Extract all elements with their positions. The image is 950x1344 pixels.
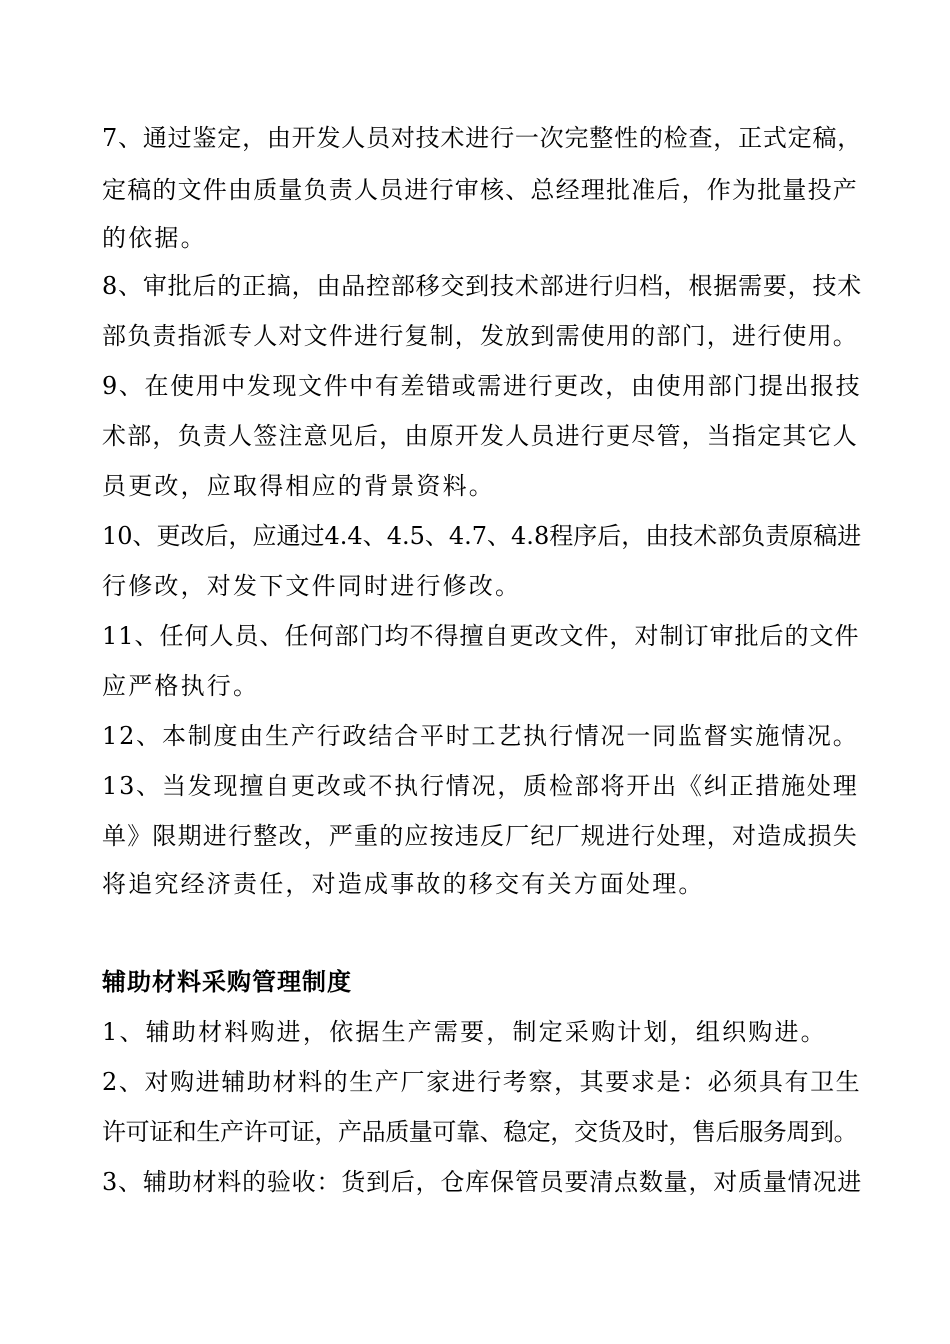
paragraph-13-line-2: 单》限期进行整改，严重的应按违反厂纪厂规进行处理，对造成损失 bbox=[102, 822, 858, 850]
paragraph-7-line-1: 7、通过鉴定，由开发人员对技术进行一次完整性的检查，正式定稿， bbox=[102, 124, 863, 152]
paragraph-7-line-3: 的依据。 bbox=[102, 224, 207, 252]
paragraph-8-line-1: 8、审批后的正搞，由品控部移交到技术部进行归档，根据需要，技术 bbox=[102, 272, 863, 300]
paragraph-10-line-2: 行修改，对发下文件同时进行修改。 bbox=[102, 572, 522, 600]
paragraph-8-line-2: 部负责指派专人对文件进行复制，发放到需使用的部门，进行使用。 bbox=[102, 322, 858, 350]
paragraph-13-line-3: 将追究经济责任，对造成事故的移交有关方面处理。 bbox=[102, 870, 705, 898]
paragraph-9-line-3: 员更改，应取得相应的背景资料。 bbox=[102, 472, 495, 500]
paragraph-11-line-2: 应严格执行。 bbox=[102, 672, 260, 700]
paragraph-10-line-1: 10、更改后，应通过4.4、4.5、4.7、4.8程序后，由技术部负责原稿进 bbox=[102, 522, 862, 550]
paragraph-9-line-1: 9、在使用中发现文件中有差错或需进行更改，由使用部门提出报技 bbox=[102, 372, 862, 400]
paragraph-9-line-2: 术部，负责人签注意见后，由原开发人员进行更尽管，当指定其它人 bbox=[102, 422, 858, 450]
paragraph-12-line-1: 12、本制度由生产行政结合平时工艺执行情况一同监督实施情况。 bbox=[102, 722, 859, 750]
paragraph-11-line-1: 11、任何人员、任何部门均不得擅自更改文件，对制订审批后的文件 bbox=[102, 622, 860, 650]
section-paragraph-3-line-1: 3、辅助材料的验收：货到后，仓库保管员要清点数量，对质量情况进 bbox=[102, 1168, 863, 1196]
section-title: 辅助材料采购管理制度 bbox=[102, 967, 352, 996]
section-paragraph-2-line-2: 许可证和生产许可证，产品质量可靠、稳定，交货及时，售后服务周到。 bbox=[102, 1118, 858, 1146]
section-paragraph-1-line-1: 1、辅助材料购进，依据生产需要，制定采购计划，组织购进。 bbox=[102, 1018, 827, 1046]
section-paragraph-2-line-1: 2、对购进辅助材料的生产厂家进行考察，其要求是：必须具有卫生 bbox=[102, 1068, 862, 1096]
paragraph-7-line-2: 定稿的文件由质量负责人员进行审核、总经理批准后，作为批量投产 bbox=[102, 176, 858, 204]
paragraph-13-line-1: 13、当发现擅自更改或不执行情况，质检部将开出《纠正措施处理 bbox=[102, 772, 859, 800]
